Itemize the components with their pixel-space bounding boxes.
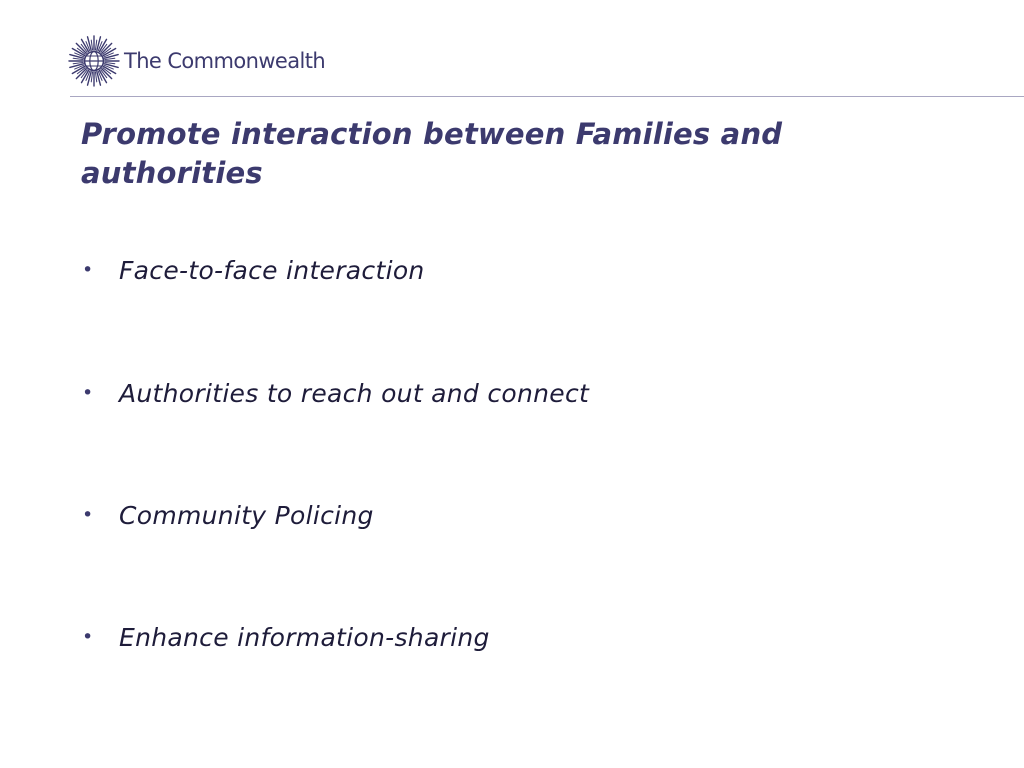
- emblem-ray: [97, 37, 101, 51]
- bullet-item: [82, 252, 962, 288]
- emblem-ray: [73, 62, 83, 63]
- emblem-ray: [95, 72, 96, 82]
- bullet-text: Face-to-face interaction: [119, 255, 425, 285]
- emblem-ray: [91, 40, 92, 50]
- bullet-item: [82, 375, 962, 411]
- emblem-ray: [95, 40, 96, 50]
- emblem-ray: [105, 58, 115, 59]
- emblem-ray: [70, 55, 84, 59]
- bullet-item: [82, 497, 962, 533]
- bullet-item: [82, 619, 962, 655]
- emblem-ray: [91, 72, 92, 82]
- emblem-ray: [105, 55, 119, 59]
- bullet-text: Community Policing: [119, 500, 374, 530]
- emblem-ray: [105, 64, 119, 68]
- emblem-ray: [88, 72, 92, 86]
- emblem-ray: [105, 62, 115, 63]
- commonwealth-logo: [68, 33, 325, 89]
- logo-wordmark: The Commonwealth: [124, 48, 326, 73]
- emblem-ray: [97, 72, 101, 86]
- bullet-text: Enhance information-sharing: [119, 622, 490, 652]
- emblem-ray: [73, 58, 83, 59]
- emblem-ray: [70, 64, 84, 68]
- bullet-dot-icon: •: [82, 626, 94, 648]
- emblem-ray: [88, 37, 92, 51]
- bullet-text: Authorities to reach out and connect: [119, 378, 590, 408]
- bullet-dot-icon: •: [82, 259, 94, 281]
- commonwealth-emblem-icon: [68, 35, 120, 87]
- header-divider: [70, 96, 1024, 97]
- bullet-dot-icon: •: [82, 382, 94, 404]
- bullet-dot-icon: •: [82, 504, 94, 526]
- slide-title: Promote interaction between Families and authorities: [81, 117, 783, 190]
